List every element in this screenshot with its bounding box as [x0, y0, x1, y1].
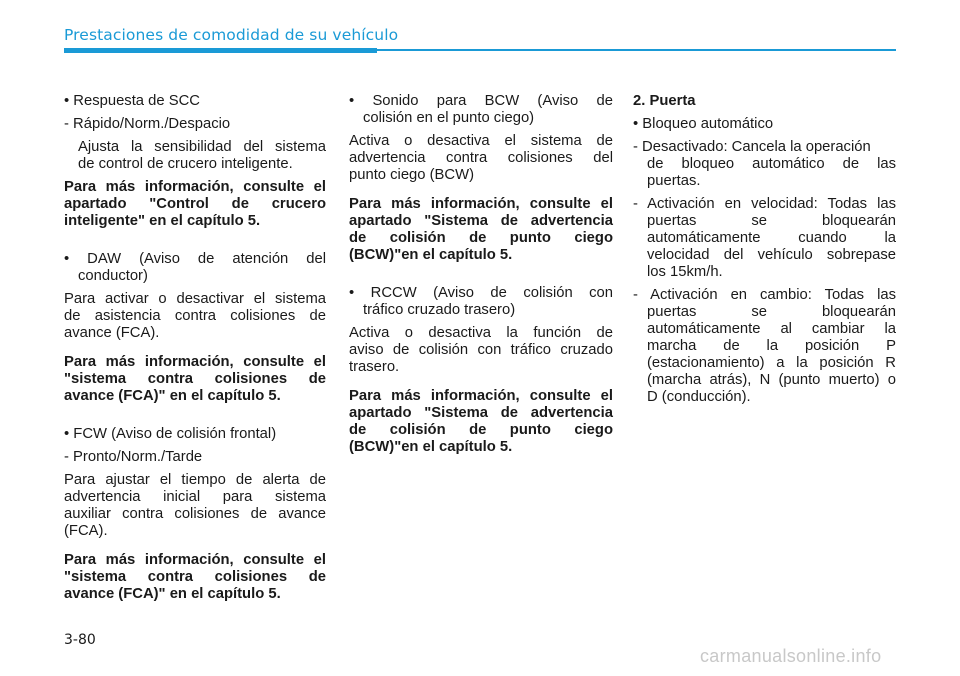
- text-column-3: [633, 93, 896, 406]
- text-line: puertas se bloquearán: [647, 304, 896, 320]
- text-line: tráfico cruzado trasero): [363, 302, 516, 318]
- text-line: de asistencia contra colisiones de: [64, 308, 326, 324]
- text-line: D (conducción).: [647, 389, 751, 405]
- bold-text-line: Para más información, consulte el: [64, 179, 326, 195]
- line-gap: [64, 342, 326, 354]
- text-line: - Pronto/Norm./Tarde: [64, 449, 203, 465]
- line-gap: [349, 376, 613, 388]
- text-line: advertencia contra colisiones del: [349, 150, 613, 166]
- text-line: • Bloqueo automático: [633, 116, 774, 132]
- text-line: Para ajustar el tiempo de alerta de: [64, 472, 326, 488]
- text-line: • Sonido para BCW (Aviso de: [349, 93, 613, 109]
- text-line: Ajusta la sensibilidad del sistema: [78, 139, 326, 155]
- bold-text-line: apartado "Sistema de advertencia: [349, 405, 613, 421]
- header-rule-thin: [377, 49, 896, 51]
- text-line: aviso de colisión con tráfico cruzado: [349, 342, 613, 358]
- line-gap: [349, 264, 613, 285]
- text-line: Activa o desactiva la función de: [349, 325, 613, 341]
- bold-text-line: avance (FCA)" en el capítulo 5.: [64, 586, 281, 602]
- bold-text-line: de colisión de punto ciego: [349, 422, 613, 438]
- bold-text-line: (BCW)"en el capítulo 5.: [349, 439, 513, 455]
- text-column-2: [349, 93, 613, 456]
- text-line: • Respuesta de SCC: [64, 93, 200, 109]
- text-line: (FCA).: [64, 523, 108, 539]
- text-line: advertencia inicial para sistema: [64, 489, 326, 505]
- text-column-1: [64, 93, 326, 603]
- text-line: • RCCW (Aviso de colisión con: [349, 285, 613, 301]
- bold-text-line: Para más información, consulte el: [64, 552, 326, 568]
- bold-text-line: apartado "Sistema de advertencia: [349, 213, 613, 229]
- page-number: 3-80: [64, 632, 96, 648]
- text-line: puertas se bloquearán: [647, 213, 896, 229]
- bold-text-line: inteligente" en el capítulo 5.: [64, 213, 261, 229]
- bold-text-line: (BCW)"en el capítulo 5.: [349, 247, 513, 263]
- bold-text-line: 2. Puerta: [633, 93, 696, 109]
- text-line: • FCW (Aviso de colisión frontal): [64, 426, 277, 442]
- text-line: marcha de la posición P: [647, 338, 896, 354]
- text-line: los 15km/h.: [647, 264, 723, 280]
- header-rule-thick: [64, 48, 377, 53]
- text-line: avance (FCA).: [64, 325, 160, 341]
- text-line: de control de crucero inteligente.: [78, 156, 293, 172]
- line-gap: [349, 184, 613, 196]
- bold-text-line: de colisión de punto ciego: [349, 230, 613, 246]
- text-line: - Activación en velocidad: Todas las: [633, 196, 896, 212]
- text-line: punto ciego (BCW): [349, 167, 475, 183]
- text-line: automáticamente cuando la: [647, 230, 896, 246]
- bold-text-line: apartado "Control de crucero: [64, 196, 326, 212]
- bold-text-line: Para más información, consulte el: [349, 388, 613, 404]
- text-line: Para activar o desactivar el sistema: [64, 291, 326, 307]
- section-header-title: Prestaciones de comodidad de su vehículo: [64, 26, 399, 44]
- line-gap: [64, 230, 326, 251]
- text-line: • DAW (Aviso de atención del: [64, 251, 326, 267]
- bold-text-line: "sistema contra colisiones de: [64, 569, 326, 585]
- line-gap: [64, 405, 326, 426]
- text-line: colisión en el punto ciego): [363, 110, 535, 126]
- text-line: - Activación en cambio: Todas las: [633, 287, 896, 303]
- text-line: (estacionamiento) a la posición R: [647, 355, 896, 371]
- text-line: auxiliar contra colisiones de avance: [64, 506, 326, 522]
- text-line: conductor): [78, 268, 148, 284]
- text-line: - Rápido/Norm./Despacio: [64, 116, 231, 132]
- bold-text-line: Para más información, consulte el: [64, 354, 326, 370]
- text-line: trasero.: [349, 359, 400, 375]
- bold-text-line: "sistema contra colisiones de: [64, 371, 326, 387]
- text-line: puertas.: [647, 173, 701, 189]
- watermark-text: carmanualsonline.info: [700, 646, 882, 666]
- text-line: velocidad del vehículo sobrepase: [647, 247, 896, 263]
- text-line: - Desactivado: Cancela la operación: [633, 139, 871, 155]
- text-line: automáticamente al cambiar la: [647, 321, 896, 337]
- line-gap: [64, 540, 326, 552]
- text-line: Activa o desactiva el sistema de: [349, 133, 613, 149]
- bold-text-line: avance (FCA)" en el capítulo 5.: [64, 388, 281, 404]
- text-line: (marcha atrás), N (punto muerto) o: [647, 372, 896, 388]
- bold-text-line: Para más información, consulte el: [349, 196, 613, 212]
- text-line: de bloqueo automático de las: [647, 156, 896, 172]
